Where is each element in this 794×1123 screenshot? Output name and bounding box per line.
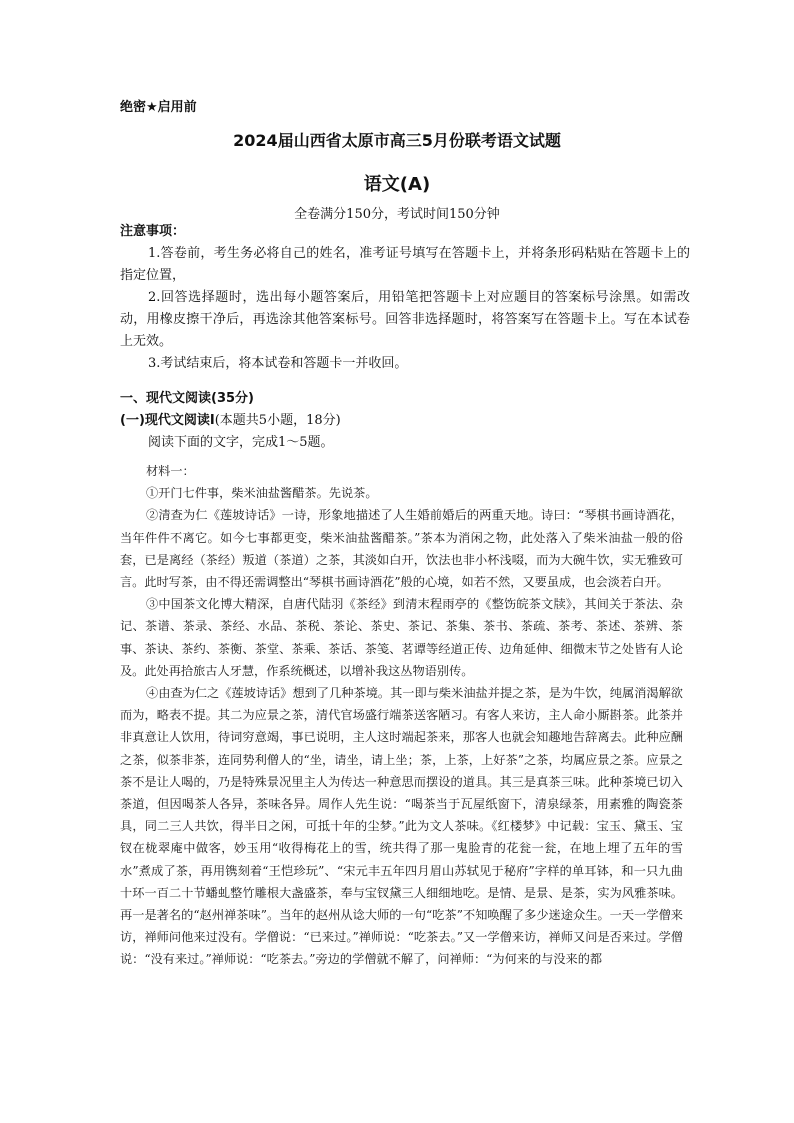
confidential-mark: 绝密★启用前: [120, 100, 197, 115]
subsection-title: [120, 410, 690, 432]
material-label: 材料一：: [146, 464, 195, 478]
instructions-block: [120, 221, 690, 375]
material-one: [120, 460, 683, 971]
material-paragraph-4: ④由查为仁之《莲坡诗话》想到了几种茶境。其一即与柴米油盐并提之茶，是为牛饮，纯属消渴解欲而为，略表不提。其二为应景之茶，清代官场盛行端茶送客陋习。有客人来访，主人命小厮斟茶。此茶并非真意让人饮用，待词穷意竭，事已说明，主人这时端起茶来，那客人也就会知趣地告辞离去。此种应酬之茶，似茶非茶，连同势利僧人的“坐，请坐，请上坐；茶，上茶，上好茶”之茶，均属应景之茶。应景之茶不是让人喝的，乃是特殊景况里主人为传达一种意思而摆设的道具。其三是真茶三味。此种茶境已切入茶道，但因喝茶人各异，茶味各异。周作人先生说：“喝茶当于瓦屋纸窗下，清泉绿茶，用素雅的陶瓷茶具，同二三人共饮，得半日之闲，可抵十年的尘梦。”此为文人茶味。《红楼梦》中记载：宝玉、黛玉、宝钗在栊翠庵中做客，妙玉用“收得梅花上的雪，统共得了那一鬼脸青的花瓮一瓮，在地上埋了五年的雪水”煮成了茶，再用镌刻着“王恺珍玩”、“宋元丰五年四月眉山苏轼见于秘府”字样的单耳钵，和一只九曲十环一百二十节蟠虬整竹雕根大盏盛茶，奉与宝钗黛三人细细地吃。是情、是景、是茶，实为风雅茶味。再一是著名的“赵州禅茶味”。当年的赵州从谂大师的一句“吃茶”不知唤醒了多少迷途众生。一天一学僧来访，禅师问他来过没有。学僧说：“已来过。”禅师说：“吃茶去。”又一学僧来访，禅师又问是否来过。学僧说：“没有来过。”禅师说：“吃茶去。”旁边的学僧就不解了，问禅师：“为何来的与没来的都: [120, 686, 683, 967]
material-paragraph-1: ①开门七件事，柴米油盐酱醋茶。先说茶。: [146, 486, 378, 501]
subject-title: 语文(A): [363, 174, 431, 195]
instruction-item-3: 3.考试结束后，将本试卷和答题卡一并收回。: [148, 356, 408, 371]
score-time-info: 全卷满分150分，考试时间150分钟: [294, 207, 500, 222]
material-paragraph-2: ②清查为仁《莲坡诗话》一诗，形象地描述了人生婚前婚后的两重天地。诗曰：“琴棋书画诗酒花，当年件件不离它。如今七事都更变，柴米油盐酱醋茶。”茶本为消闲之物，此处落入了柴米油盐一般的俗套，已是离经（茶经）叛道（茶道）之茶，其淡如白开，饮法也非小杯浅啜，而为大碗牛饮，实无雅致可言。此时写茶，由不得还需调整出“琴棋书画诗酒花”般的心境，如若不然，又要虽成，也会淡若白开。: [120, 508, 683, 590]
subsection-label: (一)现代文阅读Ⅰ: [120, 413, 215, 428]
instruction-item-1: 1.答卷前，考生务必将自己的姓名，准考证号填写在答题卡上，并将条形码粘贴在答题卡上的指定位置，: [120, 246, 690, 283]
exam-title: 2024届山西省太原市高三5月份联考语文试题: [233, 131, 561, 150]
reading-instruction: 阅读下面的文字，完成1～5题。: [148, 435, 334, 450]
instruction-item-2: 2.回答选择题时，选出每小题答案后，用铅笔把答题卡上对应题目的答案标号涂黑。如需改动，用橡皮擦干净后，再选涂其他答案标号。回答非选择题时，将答案写在答题卡上。写在本试卷上无效。: [120, 290, 690, 349]
material-paragraph-3: ③中国茶文化博大精深，自唐代陆羽《茶经》到清末程雨亭的《整饬皖茶文牍》，其间关于茶法、杂记、茶谱、茶录、茶经、水品、茶税、茶论、茶史、茶记、茶集、茶书、茶疏、茶考、茶述、茶辨、茶事、茶诀、茶约、茶衡、茶堂、茶乘、茶话、茶笺、茗谭等经道正传、边角延伸、细微末节之处皆有人论及。此处再拾旅古人牙慧，作系统概述，以增补我这丛物语别传。: [120, 597, 683, 678]
section-title: 一、现代文阅读(35分): [120, 391, 254, 406]
subsection-score: (本题共5小题，18分): [214, 413, 341, 428]
section-header: [120, 388, 690, 454]
instructions-heading: 注意事项：: [120, 224, 186, 239]
